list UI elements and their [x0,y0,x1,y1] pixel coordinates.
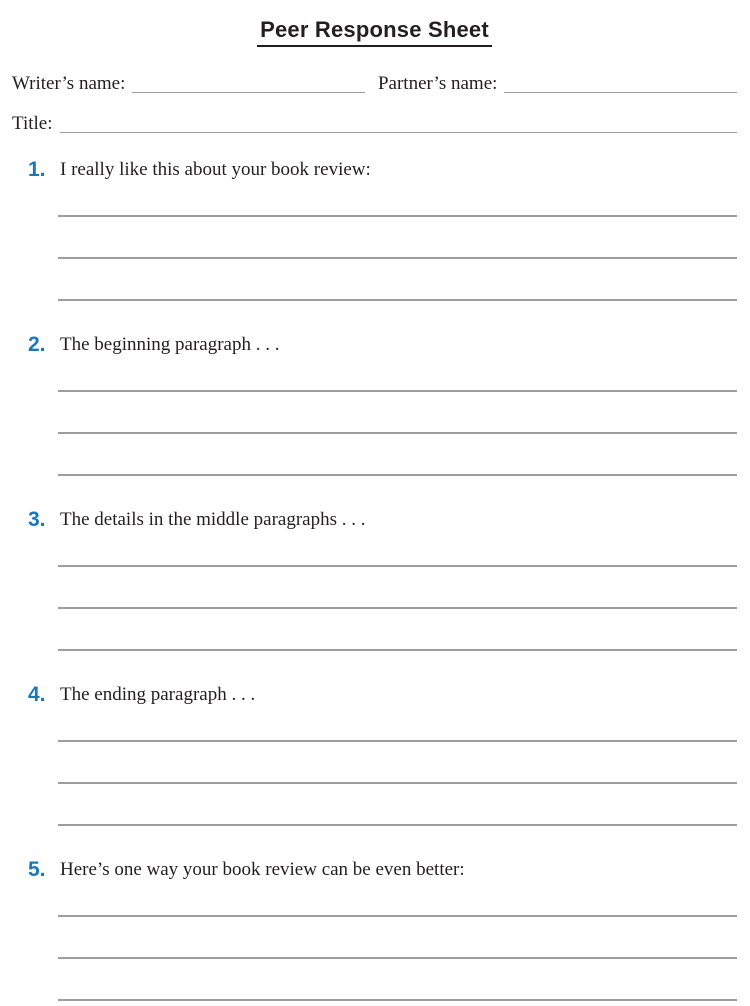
item-prompt: The beginning paragraph . . . [60,334,280,355]
question-item [12,157,737,301]
answer-lines [58,533,737,651]
answer-line [58,392,737,434]
prompt-row [28,157,737,183]
answer-line [58,742,737,784]
question-item [12,682,737,826]
question-item [12,507,737,651]
answer-lines [58,708,737,826]
item-number: 2. [28,333,46,356]
answer-line [58,917,737,959]
prompt-row [28,682,737,708]
answer-line [58,959,737,1001]
answer-line [58,567,737,609]
answer-line [58,533,737,567]
names-row [12,72,737,96]
item-prompt: I really like this about your book review: [60,159,371,180]
title-label: Title: [12,113,53,134]
question-item [12,857,737,1001]
title-blank-line [60,132,738,133]
item-prompt: The ending paragraph . . . [60,684,256,705]
answer-lines [58,358,737,476]
answer-line [58,609,737,651]
writer-name-label: Writer’s name: [12,73,126,94]
prompt-row [28,507,737,533]
item-number: 3. [28,508,46,531]
prompt-row [28,332,737,358]
answer-lines [58,183,737,301]
question-item [12,332,737,476]
question-list [12,157,737,1001]
item-prompt: Here’s one way your book review can be even better: [60,859,465,880]
title-row [12,112,737,136]
partner-name-blank-line [504,92,737,93]
answer-line [58,183,737,217]
answer-line [58,259,737,301]
answer-line [58,358,737,392]
answer-line [58,434,737,476]
page-title-wrap [12,16,737,47]
partner-name-label: Partner’s name: [377,73,498,94]
item-number: 5. [28,858,46,881]
answer-line [58,217,737,259]
answer-line [58,708,737,742]
page-title: Peer Response Sheet [257,16,492,47]
item-number: 1. [28,158,46,181]
answer-line [58,883,737,917]
writer-name-blank-line [132,92,365,93]
answer-lines [58,883,737,1001]
answer-line [58,784,737,826]
item-number: 4. [28,683,46,706]
item-prompt: The details in the middle paragraphs . . . [60,509,366,530]
prompt-row [28,857,737,883]
